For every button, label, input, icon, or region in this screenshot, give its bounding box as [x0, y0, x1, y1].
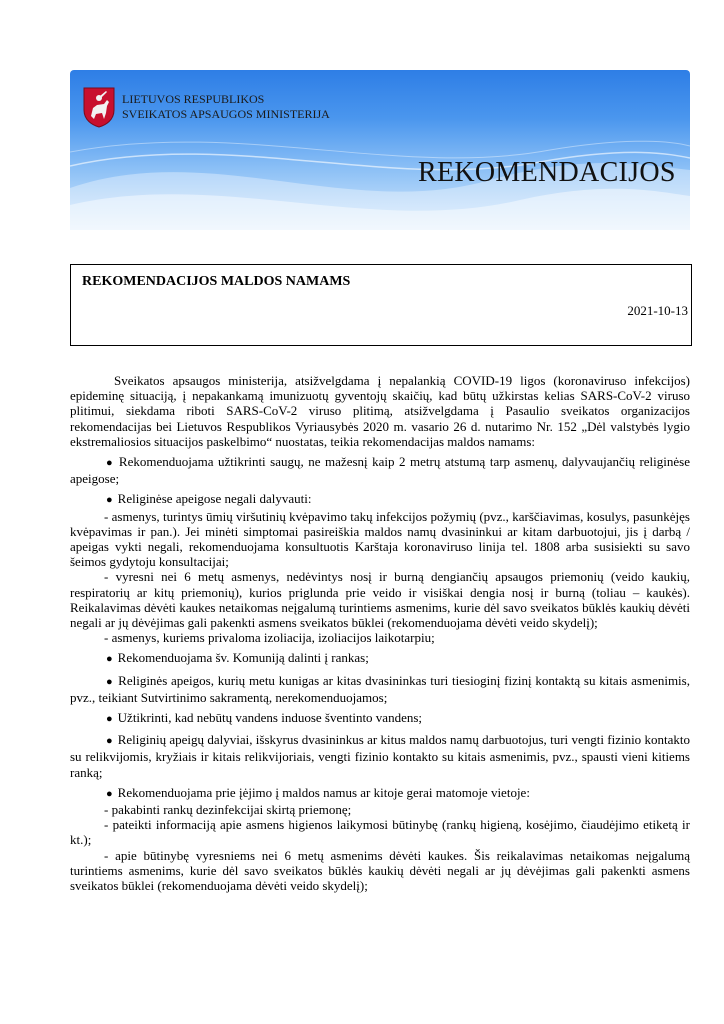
bullet-icon: ●	[106, 735, 113, 748]
bullet-icon: ●	[106, 787, 113, 800]
bullet-icon: ●	[106, 675, 114, 688]
bullet-icon: ●	[106, 713, 113, 726]
sub-item: - apie būtinybę vyresniems nei 6 metų asmenims dėvėti kaukes. Šis reikalavimas netaikomas neįgalumą turintiems asmenims, kurie dėl savo sveikatos būklės kaukių dėvėti negali ar jų dėvėjimas gali pakenkti asmens sveikatos būklei (rekomenduojama dėvėti veido skydelį);	[70, 847, 690, 894]
banner-title: REKOMENDACIJOS	[418, 157, 676, 188]
vytis-coat-of-arms-icon	[82, 86, 116, 128]
bullet-icon: ●	[106, 494, 113, 507]
sub-item: - pakabinti rankų dezinfekcijai skirtą priemonę;	[104, 802, 352, 818]
list-item	[70, 710, 690, 727]
org-line-1: LIETUVOS RESPUBLIKOS	[122, 92, 265, 106]
list-item-text: Religinės apeigos, kurių metu kunigas ar kitas dvasininkas turi tiesioginį fizinį kontaktą su kitais asmenimis, pvz., teikiant Sutvirtinimo sakramentą, nerekomenduojamos;	[70, 672, 690, 705]
document-title: REKOMENDACIJOS MALDOS NAMAMS	[82, 274, 351, 289]
list-item-text: Rekomenduojama prie įėjimo į maldos namus ar kitoje gerai matomoje vietoje:	[117, 784, 530, 800]
ministry-name	[122, 92, 330, 122]
list-item	[70, 732, 690, 780]
sub-item: - pateikti informaciją apie asmens higienos laikymosi būtinybę (rankų higieną, kosėjimo, čiaudėjimo etiketą ir kt.);	[70, 817, 690, 848]
list-item	[70, 785, 690, 802]
list-item	[70, 491, 690, 508]
list-item-text: Užtikrinti, kad nebūtų vandens induose šventinto vandens;	[117, 710, 423, 726]
org-line-2: SVEIKATOS APSAUGOS MINISTERIJA	[122, 107, 330, 121]
bullet-icon: ●	[106, 457, 114, 470]
list-item	[70, 454, 690, 486]
list-item-text: Religinių apeigų dalyviai, išskyrus dvasininkus ar kitus maldos namų darbuotojus, turi vengti fizinio kontakto su relikvijomis, kryžiais ir kitais relikvijoriais, vengti fizinio kontakto su kitais asmenimis, pvz., spausti vieni kitiems ranką;	[70, 732, 690, 780]
sub-item: - asmenys, kuriems privaloma izoliacija, izoliacijos laikotarpiu;	[104, 630, 435, 646]
document-date: 2021-10-13	[627, 303, 688, 318]
list-item-text: Rekomenduojama šv. Komuniją dalinti į rankas;	[117, 650, 369, 666]
list-item	[70, 650, 690, 667]
document-body	[70, 373, 690, 893]
sub-item: - asmenys, turintys ūmių viršutinių kvėpavimo takų infekcijos požymių (pvz., karščiavimas, kosulys, pasunkėjęs kvėpavimas ir pan.). Jei minėti simptomai pasireiškia maldos namų dvasininkui ar kitam darbuotojui, jis į darbą / apeigas vykti negali, rekomenduojama konsultuotis Karštaja koronaviruso linija tel. 1808 arba susisiekti su savo šeimos gydytoju konsultacijai;	[70, 508, 690, 570]
list-item	[70, 673, 690, 705]
bullet-icon: ●	[106, 653, 113, 666]
intro-paragraph: Sveikatos apsaugos ministerija, atsižvelgdama į nepalankią COVID-19 ligos (koronaviruso infekcijos) epideminę situaciją, į nepakankamą imunizuotų gyventojų skaičių, kad būtų užkirstas kelias SARS-CoV-2 viruso plitimui, siekdama riboti SARS-CoV-2 viruso plitimą, atsižvelgdama į Pasaulio sveikatos organizacijos rekomendacijas bei Lietuvos Respublikos Vyriausybės 2020 m. vasario 26 d. nutarimo Nr. 152 „Dėl valstybės lygio ekstremaliosios situacijos paskelbimo“ nuostatas, teikia rekomendacijas maldos namams:	[70, 373, 690, 449]
sub-item: - vyresni nei 6 metų asmenys, nedėvintys nosį ir burną dengiančių apsaugos priemonių (veido kaukių, respiratorių ar kitų priemonių), kurios priglunda prie veido ir visiškai dengia nosį ir burną (toliau – kaukės). Reikalavimas dėvėti kaukes netaikomas neįgalumą turintiems asmenims, kurie dėl savo sveikatos būklės kaukių dėvėti negali ar jų dėvėjimas gali pakenkti asmens sveikatos būklei (rekomenduojama dėvėti veido skydelį);	[70, 569, 690, 631]
list-item-text: Rekomenduojama užtikrinti saugų, ne mažesnį kaip 2 metrų atstumą tarp asmenų, dalyvaujančių religinėse apeigose;	[70, 454, 690, 487]
list-item-text: Religinėse apeigose negali dalyvauti:	[117, 491, 312, 507]
